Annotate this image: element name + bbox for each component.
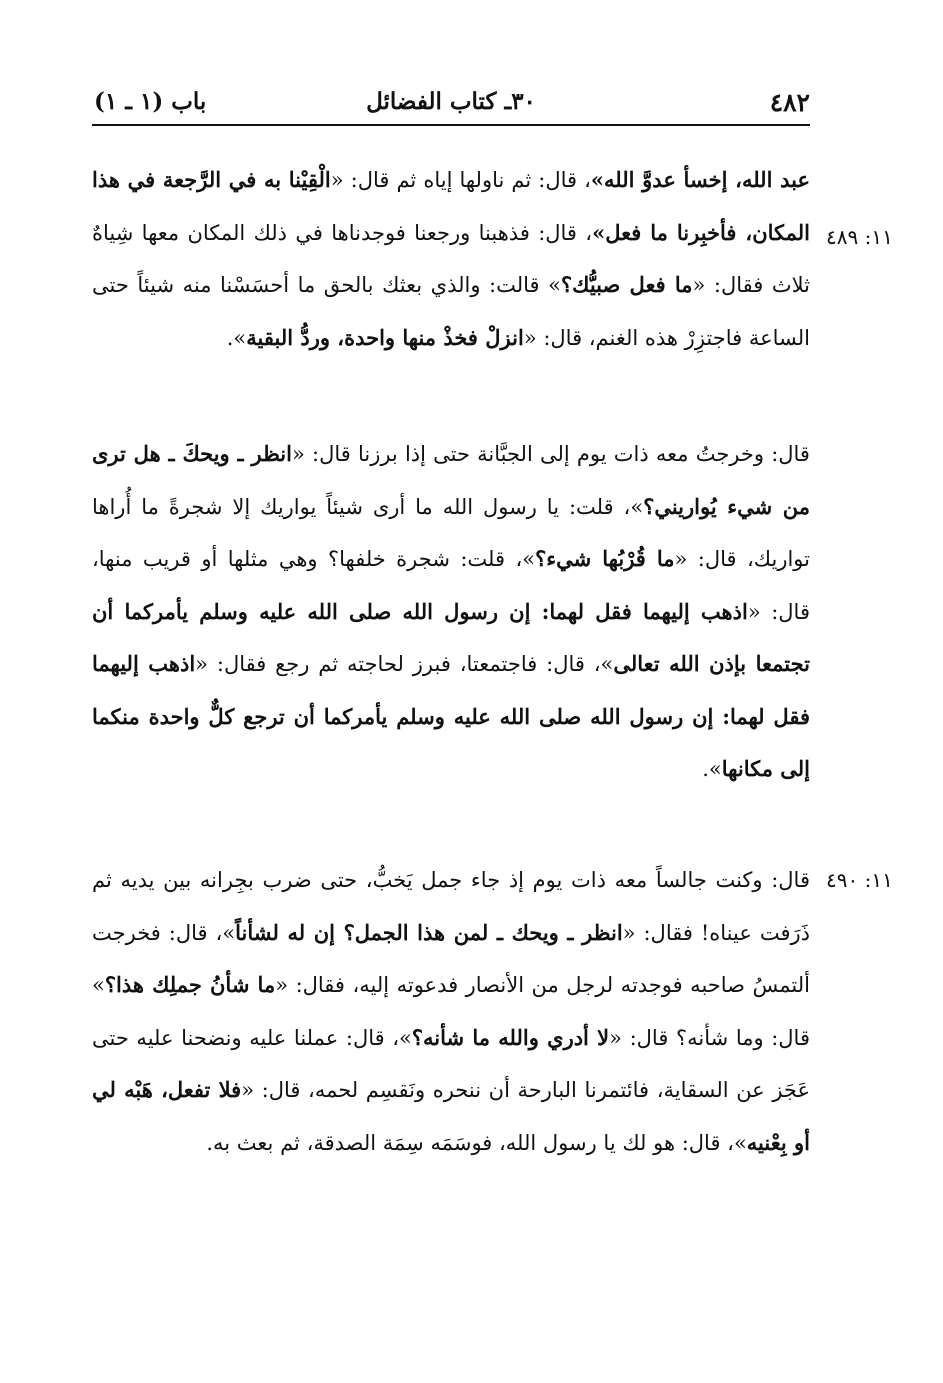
paragraph-3-segment-1: قال: وكنت جالساً معه ذات يوم إذ جاء جمل يَخبُّ، حتى ضرب بجِرانه بين يديه ثم ذَرَفت عيناه! فقال: « [92, 868, 810, 945]
paragraph-2-segment-5: »، قلت: شجرة خلفها؟ وهي مثلها أو قريب منها، قال: « [92, 547, 810, 624]
paragraph-2-segment-9: ». [702, 757, 722, 781]
running-header [92, 78, 810, 122]
margin-reference-489: ١١: ٤٨٩ [826, 225, 893, 249]
paragraph-3-segment-2: انظر ـ ويحك ـ لمن هذا الجمل؟ إن له لشأناً [235, 919, 623, 945]
paragraph-2-segment-4: ما قُرْبُها شيء؟ [535, 546, 675, 571]
paragraph-1-segment-4: ، قال: فذهبنا ورجعنا فوجدناها في ذلك المكان معها شِياهٌ ثلاث فقال: « [92, 220, 810, 297]
paragraph-3-segment-5: » قال: وما شأنه؟ قال: « [92, 973, 810, 1050]
paragraph-1 [92, 154, 810, 364]
paragraph-2-segment-6: اذهب إليهما فقل لهما: إن رسول الله صلى الله عليه وسلم يأمركما أن تجتمعا بإذن الله تعالى [92, 598, 811, 676]
paragraph-3 [92, 854, 810, 1169]
paragraph-2-segment-2: انظر ـ ويحكَ ـ هل ترى من شيء يُواريني؟ [92, 441, 810, 519]
margin-reference-490: ١١: ٤٩٠ [826, 868, 893, 892]
page-number: ٤٨٢ [769, 88, 810, 117]
paragraph-2-segment-8: اذهب إليهما فقل لهما: إن رسول الله صلى الله عليه وسلم يأمركما أن ترجع كلٌّ واحدة منكما إلى مكانها [92, 651, 810, 781]
paragraph-1-segment-2: ، قال: ثم ناولها إياه ثم قال: « [330, 168, 591, 192]
paragraph-3-segment-6: لا أدري والله ما شأنه؟ [411, 1024, 610, 1050]
paragraph-2 [92, 428, 810, 796]
paragraph-3-segment-8: فلا تفعل، هَبْه لي أو بِعْنيه [92, 1077, 810, 1155]
paragraph-3-segment-3: »، قال: فخرجت ألتمسُ صاحبه فوجدته لرجل من الأنصار فدعوته إليه، فقال: « [92, 920, 810, 997]
paragraph-3-segment-9: »، قال: هو لك يا رسول الله، فوسَمَه سِمَة الصدقة، ثم بعث به. [206, 1130, 747, 1155]
paragraph-2-segment-7: »، قال: فاجتمعتا، فبرز لحاجته ثم رجع فقال: « [195, 652, 614, 676]
paragraph-2-segment-1: قال: وخرجتُ معه ذات يوم إلى الجبَّانة حتى إذا برزنا قال: « [291, 442, 810, 466]
paragraph-1-segment-5: ما فعل صبيُّك؟ [561, 272, 693, 297]
paragraph-1-segment-8: ». [226, 325, 247, 350]
paragraph-3-segment-4: ما شأنُ جملِك هذا؟ [104, 972, 276, 997]
chapter-label: باب (١ ـ ١) [94, 88, 207, 115]
header-rule [92, 124, 810, 126]
paragraph-1-segment-3: الْقِيْنا به في الرَّجعة في هذا المكان، فأخبِرنا ما فعل» [92, 167, 810, 245]
paragraph-3-segment-7: »، قال: عملنا عليه ونضحنا عليه حتى عَجَز عن السقاية، فائتمرنا البارحة أن ننحره ونَقسِم لحمه، قال: « [92, 1025, 811, 1102]
paragraph-1-segment-7: انزلْ فخذْ منها واحدة، وردُّ البقية [246, 324, 524, 350]
paragraph-1-segment-6: » قالت: والذي بعثك بالحق ما أحسَسْنا منه شيئاً حتى الساعة فاجتزِرْ هذه الغنم، قال: « [92, 273, 810, 350]
paragraph-1-segment-1: عبد الله، إخسأ عدوَّ الله» [590, 167, 810, 192]
book-title: ٣٠ـ كتاب الفضائل [366, 88, 536, 115]
paragraph-2-segment-3: »، قلت: يا رسول الله ما أرى شيئاً يواريك إلا شجرةً ما أُراها تواريك، قال: « [92, 494, 810, 571]
